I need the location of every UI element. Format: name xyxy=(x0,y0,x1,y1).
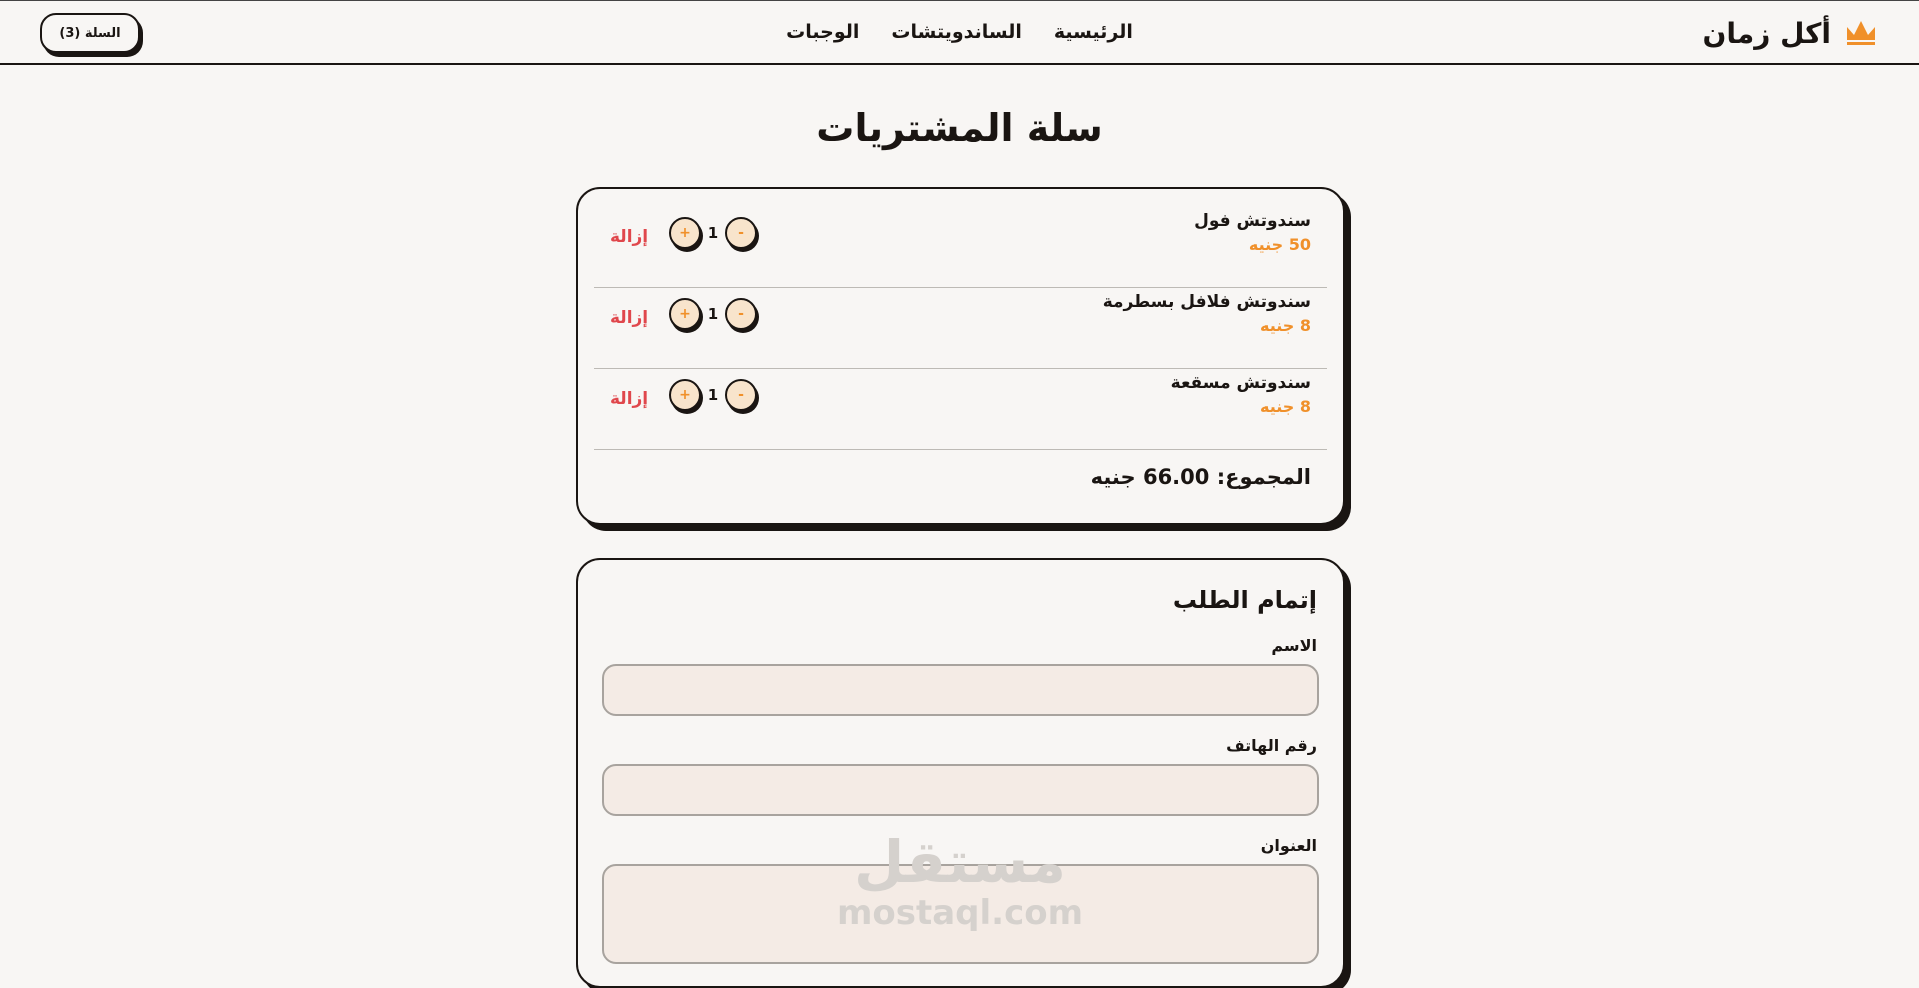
address-label: العنوان xyxy=(1260,836,1317,855)
item-price: 8 جنيه xyxy=(1259,316,1311,335)
decrease-button[interactable]: - xyxy=(725,217,757,249)
cart-items xyxy=(594,207,1327,450)
cart-item xyxy=(594,369,1327,450)
watermark-latin: mostaql.com xyxy=(836,893,1084,933)
phone-label: رقم الهاتف xyxy=(1226,736,1317,755)
page-title: سلة المشتريات xyxy=(816,106,1103,150)
cart-button[interactable]: السلة (3) xyxy=(40,13,140,53)
remove-button[interactable]: إزالة xyxy=(610,389,649,409)
name-field[interactable] xyxy=(602,664,1319,716)
cart-total: المجموع: 66.00 جنيه xyxy=(1090,465,1311,489)
phone-field[interactable] xyxy=(602,764,1319,816)
quantity-stepper xyxy=(669,298,757,330)
item-price: 50 جنيه xyxy=(1248,235,1311,254)
main-nav xyxy=(0,21,1919,43)
item-name: سندوتش فول xyxy=(1194,211,1311,231)
increase-button[interactable]: + xyxy=(669,379,701,411)
cart-item xyxy=(594,288,1327,369)
item-name: سندوتش فلافل بسطرمة xyxy=(1102,292,1311,312)
checkout-card xyxy=(576,558,1345,988)
name-label: الاسم xyxy=(1271,636,1317,655)
address-field[interactable] xyxy=(602,864,1319,964)
cart-item xyxy=(594,207,1327,288)
quantity-value: 1 xyxy=(707,305,719,323)
nav-link-home[interactable]: الرئيسية xyxy=(1053,21,1133,43)
quantity-value: 1 xyxy=(707,224,719,242)
item-name: سندوتش مسقعة xyxy=(1170,373,1311,393)
nav-link-sandwiches[interactable]: الساندويتشات xyxy=(891,21,1022,43)
increase-button[interactable]: + xyxy=(669,298,701,330)
remove-button[interactable]: إزالة xyxy=(610,308,649,328)
item-price: 8 جنيه xyxy=(1259,397,1311,416)
watermark-arabic: مستقل xyxy=(853,828,1067,896)
nav-link-meals[interactable]: الوجبات xyxy=(786,21,860,43)
increase-button[interactable]: + xyxy=(669,217,701,249)
remove-button[interactable]: إزالة xyxy=(610,227,649,247)
cart-card xyxy=(576,187,1345,525)
quantity-stepper xyxy=(669,379,757,411)
quantity-stepper xyxy=(669,217,757,249)
decrease-button[interactable]: - xyxy=(725,298,757,330)
checkout-title: إتمام الطلب xyxy=(1172,586,1317,614)
brand-name: أكل زمان xyxy=(1702,16,1831,50)
quantity-value: 1 xyxy=(707,386,719,404)
decrease-button[interactable]: - xyxy=(725,379,757,411)
site-header xyxy=(0,1,1919,65)
